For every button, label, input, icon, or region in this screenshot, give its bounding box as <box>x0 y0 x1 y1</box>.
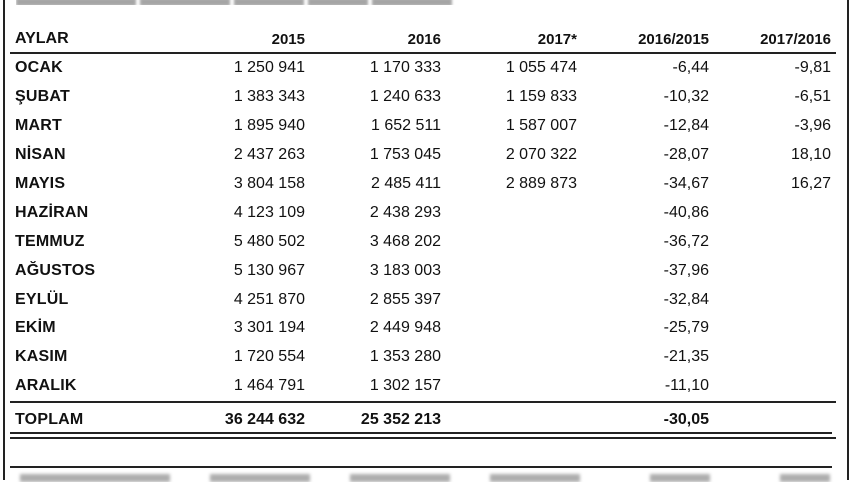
cell-value-2016: 1 240 633 <box>369 88 441 106</box>
cell-value-2016: 1 353 280 <box>369 348 441 366</box>
cell-change-2016-2015: -40,86 <box>663 203 709 221</box>
table-row <box>10 314 836 343</box>
cell-value-2015: 1 720 554 <box>233 348 305 366</box>
cell-month: OCAK <box>15 59 63 77</box>
cell-month: NİSAN <box>15 146 66 164</box>
cell-change-2016-2015: -25,79 <box>663 319 709 337</box>
cell-value-2016: 2 855 397 <box>369 290 441 308</box>
table-row <box>10 112 836 141</box>
cell-change-2017-2016 <box>714 256 836 285</box>
cell-change-2017-2016 <box>714 343 836 372</box>
cell-change-2016-2015: -37,96 <box>663 261 709 279</box>
cell-change-2017-2016: 18,10 <box>790 146 831 164</box>
table-row <box>10 198 836 227</box>
cropped-caption <box>16 0 456 5</box>
cell-change-2016-2015: -11,10 <box>664 377 709 395</box>
cell-value-2016: 2 449 948 <box>369 319 441 337</box>
table-row <box>10 372 836 402</box>
cell-change-2016-2015: -10,32 <box>663 88 709 106</box>
total-cell-change-2016-2015: -30,05 <box>582 402 714 438</box>
cell-value-2016: 1 652 511 <box>371 117 441 135</box>
cell-month: ŞUBAT <box>15 88 70 106</box>
cell-value-2017: 2 889 873 <box>505 175 577 192</box>
cell-change-2016-2015: -12,84 <box>663 117 709 135</box>
header-cell-change-2016-2015: 2016/2015 <box>582 26 714 53</box>
cell-change-2016-2015: -34,67 <box>663 175 709 192</box>
cell-value-2015: 5 480 502 <box>233 232 305 250</box>
cell-value-2015: 1 895 940 <box>233 117 305 135</box>
cell-value-2016: 1 753 045 <box>369 146 441 164</box>
cell-change-2017-2016 <box>714 198 836 227</box>
header-cell-change-2017-2016: 2017/2016 <box>714 26 836 53</box>
cell-value-2017: 1 159 833 <box>505 88 577 106</box>
table-row <box>10 343 836 372</box>
cell-change-2017-2016 <box>714 227 836 256</box>
header-cell-months: AYLAR <box>10 26 140 53</box>
table-row <box>10 53 836 83</box>
cell-month: MAYIS <box>15 175 66 192</box>
cell-value-2015: 1 383 343 <box>233 88 305 106</box>
cell-month: TEMMUZ <box>15 232 85 250</box>
cell-change-2017-2016 <box>714 285 836 314</box>
cell-month: ARALIK <box>15 377 77 395</box>
cell-value-2017 <box>446 372 582 402</box>
cell-value-2017 <box>446 256 582 285</box>
cell-change-2016-2015: -21,35 <box>663 348 709 366</box>
cell-value-2017 <box>446 227 582 256</box>
cell-change-2016-2015: -28,07 <box>663 146 709 164</box>
header-row <box>10 26 836 53</box>
cell-value-2016: 1 302 157 <box>369 377 441 395</box>
cell-month: MART <box>15 117 63 135</box>
cell-value-2015: 4 123 109 <box>233 203 305 221</box>
cell-change-2017-2016: -6,51 <box>794 88 831 106</box>
cell-value-2015: 5 130 967 <box>233 261 305 279</box>
cell-value-2017: 1 587 007 <box>505 117 577 135</box>
cropped-next-row <box>10 472 836 482</box>
cell-value-2015: 3 804 158 <box>233 175 305 192</box>
table-row <box>10 83 836 112</box>
table-row <box>10 141 836 170</box>
cell-month: HAZİRAN <box>15 203 89 221</box>
table-row <box>10 285 836 314</box>
total-cell-value-2015: 36 244 632 <box>140 402 310 438</box>
cell-month: AĞUSTOS <box>15 261 96 279</box>
cell-change-2016-2015: -32,84 <box>663 290 709 308</box>
cell-value-2017 <box>446 198 582 227</box>
cell-value-2015: 1 250 941 <box>233 59 305 77</box>
cell-month: EYLÜL <box>15 290 69 308</box>
cell-change-2017-2016 <box>714 372 836 402</box>
cell-month: KASIM <box>15 348 68 366</box>
table-row <box>10 256 836 285</box>
bottom-rule-1 <box>10 432 832 434</box>
table-row <box>10 227 836 256</box>
bottom-rule-2 <box>10 466 832 468</box>
cell-value-2017: 1 055 474 <box>505 59 577 77</box>
cell-value-2017 <box>446 343 582 372</box>
cell-change-2017-2016: -3,96 <box>794 117 831 135</box>
cell-value-2017: 2 070 322 <box>505 146 577 164</box>
header-cell-2016: 2016 <box>310 26 446 53</box>
cell-value-2015: 1 464 791 <box>233 377 305 395</box>
cell-value-2016: 2 485 411 <box>371 175 441 192</box>
total-cell-month: TOPLAM <box>10 402 140 438</box>
cell-value-2016: 1 170 333 <box>369 59 441 77</box>
cell-change-2016-2015: -36,72 <box>663 232 709 250</box>
header-cell-2015: 2015 <box>140 26 310 53</box>
header-cell-2017: 2017* <box>446 26 582 53</box>
cell-value-2015: 4 251 870 <box>233 290 305 308</box>
cell-value-2017 <box>446 314 582 343</box>
cell-value-2015: 3 301 194 <box>233 319 305 337</box>
cell-value-2017 <box>446 285 582 314</box>
cell-change-2016-2015: -6,44 <box>672 59 709 77</box>
cell-value-2015: 2 437 263 <box>233 146 305 164</box>
cell-change-2017-2016 <box>714 314 836 343</box>
cell-change-2017-2016: -9,81 <box>794 59 831 77</box>
cell-value-2016: 3 468 202 <box>369 232 441 250</box>
monthly-visitors-table <box>10 26 836 439</box>
table-row <box>10 170 836 199</box>
cell-value-2016: 3 183 003 <box>369 261 441 279</box>
cell-month: EKİM <box>15 319 56 337</box>
cell-change-2017-2016: 16,27 <box>790 175 831 192</box>
total-cell-value-2016: 25 352 213 <box>310 402 446 438</box>
cell-value-2016: 2 438 293 <box>369 203 441 221</box>
